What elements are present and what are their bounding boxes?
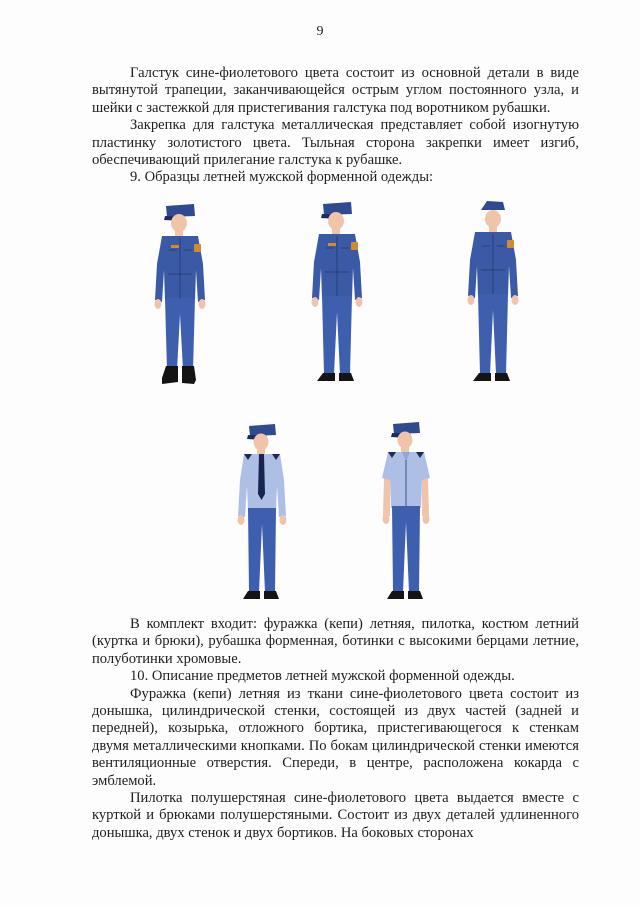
uniform-figure-4 — [234, 422, 292, 602]
paragraph-tie-clip: Закрепка для галстука металлическая представляет собой изогнутую пластинку золотистого цвета. Тыльная сторона закрепки имеет изгиб, обеспечивающий прилегание галстука к рубашке. — [92, 117, 579, 169]
page-number: 9 — [316, 24, 324, 39]
text-block-top — [92, 65, 579, 187]
paragraph-section-9-heading: 9. Образцы летней мужской форменной одежды: — [130, 169, 434, 186]
paragraph-cap-description: Фуражка (кепи) летняя из ткани сине-фиолетового цвета состоит из донышка, цилиндрической стенки, состоящей из двух частей (задней и передней), козырька, отложного бортика, пристегивающегося к стенкам двумя металлическими кнопками. По бокам цилиндрической стенки имеются вентиляционные отверстия. Спереди, в центре, расположена кокарда с эмблемой. — [92, 685, 579, 789]
uniform-figure-2 — [307, 200, 369, 384]
paragraph-section-10-heading: 10. Описание предметов летней мужской форменной одежды. — [130, 668, 515, 685]
text-block-bottom — [92, 616, 579, 842]
uniform-figure-3 — [463, 198, 525, 382]
uniform-figure-5 — [378, 420, 436, 602]
paragraph-garrison-cap-description: Пилотка полушерстяная сине-фиолетового цвета выдается вместе с курткой и брюками полушерстяными. Состоит из двух деталей удлиненного донышка, двух стенок и двух бортиков. На боковых сторонах — [92, 790, 579, 841]
uniform-figure-1 — [150, 202, 212, 386]
paragraph-tie-description: Галстук сине-фиолетового цвета состоит из основной детали в виде вытянутой трапеции, заканчивающейся острым углом постоянного узла, и шейки с застежкой для пристегивания галстука под воротником рубашки. — [92, 65, 579, 116]
paragraph-kit-contents: В комплект входит: фуражка (кепи) летняя, пилотка, костюм летний (куртка и брюки), рубашка форменная, ботинки с высокими берцами летние, полуботинки хромовые. — [92, 616, 579, 667]
